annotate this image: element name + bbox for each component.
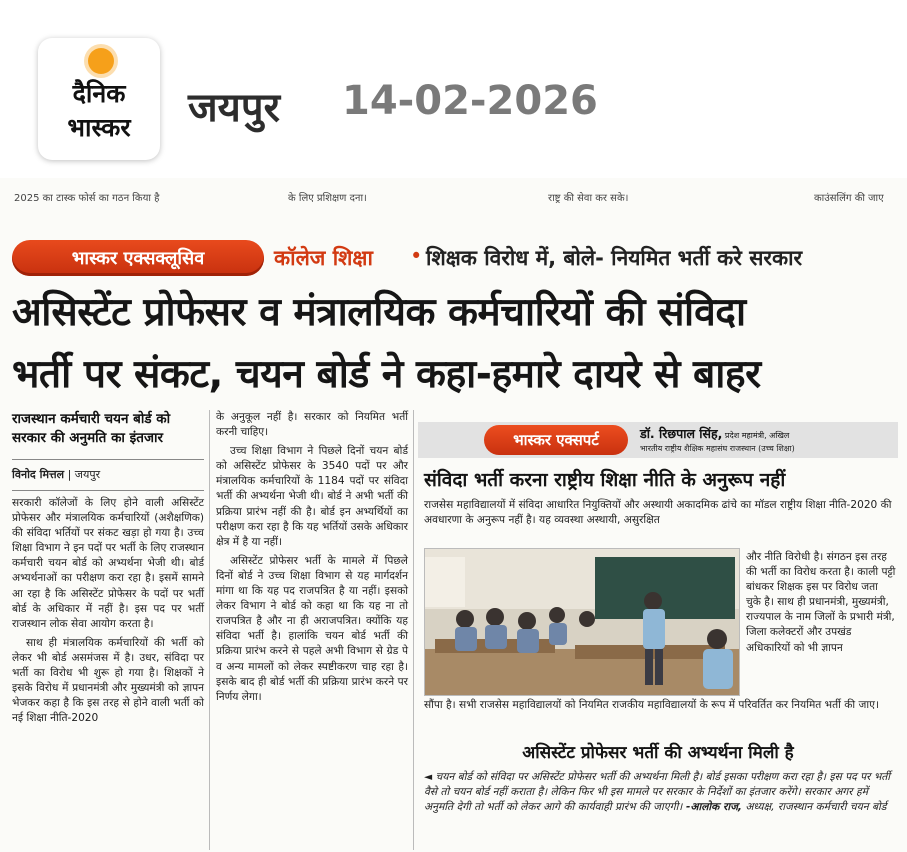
expert-text-bottom: सौंपा है। सभी राजसेस महाविद्यालयों को नियमित राजकीय महाविद्यालयों के रूप में परिवर्तित कर नियमित भर्ती की जाए। [424,699,880,711]
reporter-name: विनोद मित्तल [12,468,65,481]
main-headline [12,282,897,406]
article-column-middle [216,410,408,709]
column-rule [209,410,210,850]
paragraph: असिस्टेंट प्रोफेसर भर्ती के मामले में पिछले दिनों बोर्ड ने उच्च शिक्षा विभाग से यह मार्गदर्शन मांगा था कि यह पद राजपत्रित है या नहीं। इसको लेकर विभाग ने बोर्ड को कहा था कि यह ना तो राजपत्रित है और ना ही अराजपत्रित। क्योंकि यह संविदा भर्ती है। हालांकि चयन बोर्ड भर्ती की प्रक्रिया प्रारंभ करने से पहले अभी विभाग से ग्रेड पे व अन्य मामलों को लेकर स्पष्टीकरण चाह रहा है। इसके बाद ही बोर्ड भर्ती की प्रक्रिया प्रारंभ करने पर निर्णय लेगा। [216,554,408,703]
headline-line1: असिस्टेंट प्रोफेसर व मंत्रालयिक कर्मचारियों की संविदा [12,290,746,335]
expert-text-top: राजसेस महाविद्यालयों में संविदा आधारित नियुक्तियों और अस्थायी अकादमिक ढांचे का मॉडल राष्ट्रीय शिक्षा नीति-2020 की अवधारणा के अनुरूप नहीं है। यह व्यवस्था अस्थायी, असुरक्षित [424,499,892,527]
paragraph: साथ ही मंत्रालयिक कर्मचारियों की भर्ती को लेकर भी बोर्ड असमंजस में है। उधर, संविदा पर भर्ती का विरोध भी शुरू हो गया है। शिक्षकों ने इसके विरोध में प्रधानमंत्री और मुख्यमंत्री को ज्ञापन भेजकर कहा है कि इस तरह से होने वाली भर्ती को नई शिक्षा नीति-2020 [12,636,204,725]
expert-badge: भास्कर एक्सपर्ट [484,425,628,455]
exclusive-badge: भास्कर एक्सक्लूसिव [12,240,264,276]
story-kicker: शिक्षक विरोध में, बोले- नियमित भर्ती करे सरकार [426,246,803,270]
story-tag-row [12,240,892,276]
newspaper-page [0,178,907,852]
app-header [0,0,907,178]
column-rule [413,410,414,850]
column-subheadline: राजस्थान कर्मचारी चयन बोर्ड को सरकार की अनुमति का इंतजार [12,411,171,446]
reporter-place: | जयपुर [64,468,101,481]
divider [12,490,204,491]
byline [12,465,204,485]
divider [12,459,204,460]
paragraph: सरकारी कॉलेजों के लिए होने वाली असिस्टेंट प्रोफेसर और मंत्रालयिक कर्मचारियों (अशैक्षणिक) की संविदा भर्तियों पर संकट खड़ा हो गया है। उच्च शिक्षा विभाग ने इन पदों पर भर्ती के लिए राजस्थान कर्मचारी चयन बोर्ड को अभ्यर्थना भेजी थी। बोर्ड अभ्यर्थनाओं का परीक्षण करा रहा है। इसमें सामने आ रहा है कि असिस्टेंट प्रोफेसर के पदों पर भर्ती बोर्ड के अधिकार में नहीं है। इस पद पर भर्ती राजस्थान लोक सेवा आयोग करता है। [12,497,204,630]
board-statement-headline: असिस्टेंट प्रोफेसर भर्ती की अभ्यर्थना मिली है [522,743,794,763]
quote-marker-icon: ◄ [424,771,436,783]
cut-text-4: काउंसलिंग की जाए [814,193,884,204]
story-category: कॉलेज शिक्षा [274,246,373,270]
article-body-middle [216,410,408,705]
expert-name [640,425,789,442]
paragraph: के अनुकूल नहीं है। सरकार को नियमित भर्ती करनी चाहिए। [216,411,408,439]
article-body-left [12,496,204,726]
logo-text-line2: भास्कर [67,113,131,142]
classroom-photo[interactable] [424,548,740,696]
quote-author-role: अध्यक्ष, राजस्थान कर्मचारी चयन बोर्ड [741,801,887,814]
cut-text-1: 2025 का टास्क फोर्स का गठन किया है [14,193,160,204]
expert-banner [418,422,898,458]
cut-text-2: के लिए प्रशिक्षण दना। [288,193,367,204]
quote-author: -आलोक राज, [682,801,742,814]
board-chairman-quote [424,770,894,815]
logo-text-line1: दैनिक [72,79,126,108]
bullet-separator: • [410,244,423,268]
edition-date[interactable]: 14-02-2026 [342,78,598,124]
expert-text-right: और नीति विरोधी है। संगठन इस तरह की भर्ती का विरोध करता है। काली पट्टी बांधकर शिक्षक इस पर विरोध जता चुके है। साथ ही प्रधानमंत्री, मुख्यमंत्री, राज्यपाल के नाम जिलों के प्रभारी मंत्री, जिला कलेक्टरों और उपखंड अधिकारियों को भी ज्ञापन [746,551,896,654]
headline-line2: भर्ती पर संकट, चयन बोर्ड ने कहा-हमारे दायरे से बाहर [12,352,761,397]
classroom-illustration [425,549,740,696]
expert-name-text: डॉ. रिछपाल सिंह, [640,426,723,441]
expert-title: प्रदेश महामंत्री, अखिल [722,431,790,440]
cut-off-previous-text [0,190,907,208]
expert-box [418,422,898,711]
sun-logo-icon [88,48,114,74]
expert-role: भारतीय राष्ट्रीय शैक्षिक महासंघ राजस्थान (उच्च शिक्षा) [640,444,795,453]
expert-headline: संविदा भर्ती करना राष्ट्रीय शिक्षा नीति के अनुरूप नहीं [424,469,786,491]
dainik-bhaskar-logo[interactable] [38,38,160,160]
cut-text-3: राष्ट्र की सेवा कर सके। [548,193,629,204]
article-column-left [12,410,204,730]
quote-text: चयन बोर्ड को संविदा पर असिस्टेंट प्रोफेसर भर्ती की अभ्यर्थना मिली है। बोर्ड इसका परीक्षण करा रहा है। इस पद पर भर्ती वैसे तो चयन बोर्ड नहीं कराता है। लेकिन फिर भी इस मामले पर सरकार के निर्देशों का इंतजार करेंगे। सरकार अगर हमें अनुमति देगी तो भर्ती को लेकर आगे की कार्यवाही प्रारंभ की जाएगी। [424,771,891,814]
edition-city[interactable]: जयपुर [188,85,280,131]
paragraph: उच्च शिक्षा विभाग ने पिछले दिनों चयन बोर्ड को असिस्टेंट प्रोफेसर के 3540 पदों पर और मंत्रालयिक कर्मचारियों के 1184 पदों पर संविदा भर्ती की अभ्यर्थना भेजी थी। बोर्ड ने अभी भर्ती की प्रक्रिया प्रारंभ नहीं की है। बोर्ड इन अभ्यर्थियों का परीक्षण करा रहा है कि यह भर्तियों उसके अधिकार क्षेत्र में है या नहीं। [216,445,408,548]
